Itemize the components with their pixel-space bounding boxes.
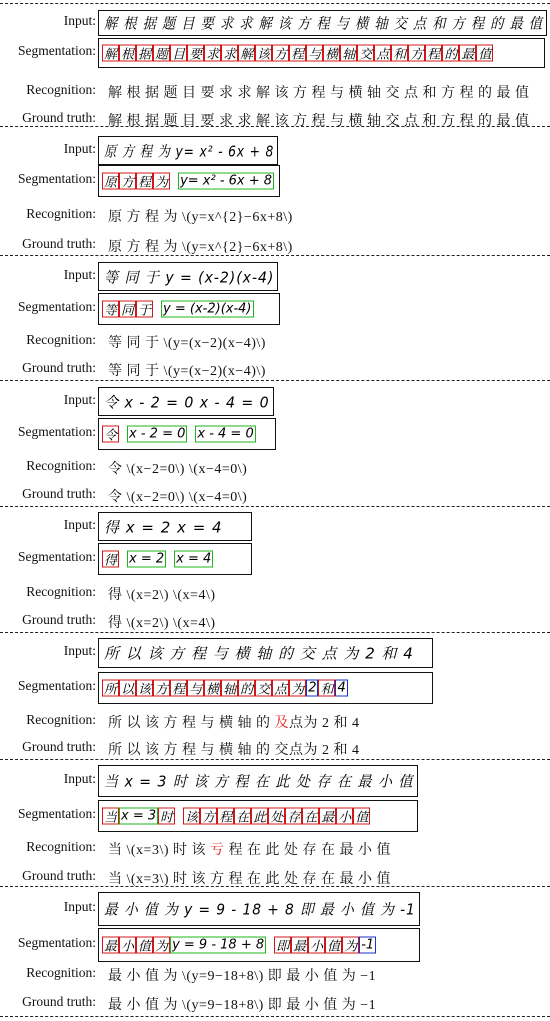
segment-box-green: y = 9 - 18 + 8 xyxy=(172,937,265,953)
section-divider xyxy=(0,1016,550,1017)
row-label: Segmentation: xyxy=(18,678,96,693)
segment-box-red: 即 xyxy=(274,937,291,954)
row-label: Recognition: xyxy=(26,965,96,980)
segment-box-red: 值 xyxy=(476,45,493,62)
segment-box-red: 方 xyxy=(200,808,217,825)
row-label: Ground truth: xyxy=(22,110,96,125)
handwritten-input: 得 x = 2 x = 4 xyxy=(104,518,223,536)
segment-box-red: 求 xyxy=(221,45,238,62)
segment-box-red: 求 xyxy=(204,45,221,62)
section-divider xyxy=(0,506,550,507)
segmentation-image-box xyxy=(98,928,420,962)
row-label: Ground truth: xyxy=(22,612,96,627)
row-label: Input: xyxy=(63,771,96,786)
recognition-segment: 当 \(x=3\) 时 该 xyxy=(108,843,210,858)
row-label: Input: xyxy=(63,266,96,282)
section-divider xyxy=(0,380,550,381)
row-label: Input: xyxy=(63,643,96,658)
recognition-text: 原 方 程 为 \(y=x^{2}−6x+8\) xyxy=(108,210,293,225)
segment-box-red: 程 xyxy=(170,680,187,697)
recognition-segment: 点为 2 和 4 xyxy=(289,716,360,731)
row-label: Segmentation: xyxy=(18,806,96,821)
row-label: Recognition: xyxy=(26,458,96,473)
ground-truth-text: 当 \(x=3\) 时 该 方 程 在 此 处 存 在 最 小 值 xyxy=(108,872,391,887)
recognition-text: 得 \(x=2\) \(x=4\) xyxy=(108,588,216,603)
row-label: Ground truth: xyxy=(22,236,96,251)
segment-box-red: 处 xyxy=(268,808,285,825)
segment-box-red: 存 xyxy=(285,808,302,825)
segment-box-red: 当 xyxy=(102,808,119,825)
input-image-box xyxy=(98,765,418,797)
segment-box-red: 点 xyxy=(374,45,391,62)
handwritten-input: 令 x - 2 = 0 x - 4 = 0 xyxy=(104,393,270,411)
segment-box-red: 点 xyxy=(272,680,289,697)
row-label: Recognition: xyxy=(26,712,96,727)
row-label: Input: xyxy=(63,516,96,532)
segment-box-red: 根 xyxy=(119,45,136,62)
segment-box-red: 题 xyxy=(153,45,170,62)
handwritten-input: 最 小 值 为 y = 9 - 18 + 8 即 最 小 值 为 -1 xyxy=(104,900,416,919)
segment-box-red: 程 xyxy=(425,45,442,62)
segment-box-red: 横 xyxy=(323,45,340,62)
segment-box-red: 值 xyxy=(136,937,153,954)
segment-box-red: 方 xyxy=(408,45,425,62)
row-label: Input: xyxy=(63,140,96,156)
segment-box-green: x = 4 xyxy=(176,551,212,567)
segment-box-red: 值 xyxy=(325,937,342,954)
segment-box-red: 为 xyxy=(153,173,170,190)
segmentation-image-box xyxy=(98,672,433,704)
segment-box-red: 方 xyxy=(153,680,170,697)
segment-box-red: 小 xyxy=(119,937,136,954)
segment-box-red: 交 xyxy=(255,680,272,697)
segment-box-red: 方 xyxy=(119,173,136,190)
segment-box-red: 与 xyxy=(187,680,204,697)
segment-box-red: 以 xyxy=(119,680,136,697)
segment-box-red: 交 xyxy=(357,45,374,62)
row-label: Segmentation: xyxy=(18,43,96,58)
segmentation-image-box xyxy=(98,38,545,68)
row-label: Segmentation: xyxy=(18,424,96,439)
row-label: Segmentation: xyxy=(18,299,96,314)
ground-truth-text: 解 根 据 题 目 要 求 求 解 该 方 程 与 横 轴 交 点 和 方 程 的 最 值 xyxy=(108,114,530,129)
segment-box-blue: 4 xyxy=(337,680,346,696)
segment-box-green: x = 3 xyxy=(121,808,157,824)
row-label: Recognition: xyxy=(26,82,96,97)
ground-truth-text: 得 \(x=2\) \(x=4\) xyxy=(108,616,216,631)
segment-box-red: 解 xyxy=(238,45,255,62)
segment-box-red: 和 xyxy=(391,45,408,62)
input-image-box xyxy=(98,10,547,36)
segment-box-red: 该 xyxy=(183,808,200,825)
segment-box-red: 与 xyxy=(306,45,323,62)
row-label: Segmentation: xyxy=(18,935,96,950)
segment-box-red: 最 xyxy=(459,45,476,62)
segment-box-red: 解 xyxy=(102,45,119,62)
segment-box-red: 横 xyxy=(204,680,221,697)
ground-truth-text: 最 小 值 为 \(y=9−18+8\) 即 最 小 值 为 −1 xyxy=(108,998,377,1013)
segmentation-image-box xyxy=(98,165,280,197)
segmentation-image-box xyxy=(98,418,276,450)
ground-truth-text: 令 \(x−2=0\) \(x−4=0\) xyxy=(108,490,248,505)
row-label: Input: xyxy=(63,13,96,28)
segment-box-red: 为 xyxy=(153,937,170,954)
segment-box-red: 于 xyxy=(136,301,153,318)
segment-box-green: x = 2 xyxy=(129,551,165,567)
row-label: Input: xyxy=(63,391,96,407)
segment-box-red: 在 xyxy=(234,808,251,825)
segmentation-image-box xyxy=(98,800,418,832)
segment-box-red: 目 xyxy=(170,45,187,62)
segment-box-red: 原 xyxy=(102,173,119,190)
handwritten-input: 原 方 程 为 y= x² - 6x + 8 xyxy=(104,142,275,160)
segment-box-red: 所 xyxy=(102,680,119,697)
handwritten-input: 所 以 该 方 程 与 横 轴 的 交 点 为 2 和 4 xyxy=(104,644,414,663)
handwritten-input: 解 根 据 题 目 要 求 求 解 该 方 程 与 横 轴 交 点 和 方 程 的 最 值 xyxy=(104,14,543,33)
recognition-text xyxy=(108,839,391,859)
segment-box-red: 为 xyxy=(289,680,306,697)
input-image-box xyxy=(98,136,278,165)
row-label: Recognition: xyxy=(26,839,96,854)
segment-box-red: 的 xyxy=(238,680,255,697)
row-label: Ground truth: xyxy=(22,739,96,754)
ground-truth-text: 所 以 该 方 程 与 横 轴 的 交点为 2 和 4 xyxy=(108,743,360,758)
recognition-segment: 所 以 该 方 程 与 横 轴 的 xyxy=(108,716,275,731)
section-divider xyxy=(0,759,550,760)
recognition-error-char: 亏 xyxy=(210,843,225,858)
segment-box-red: 该 xyxy=(136,680,153,697)
segment-box-green: y = (x-2)(x-4) xyxy=(163,301,252,317)
segment-box-red: 该 xyxy=(255,45,272,62)
recognition-error-char: 及 xyxy=(274,716,289,731)
segment-box-red: 最 xyxy=(102,937,119,954)
recognition-text: 解 根 据 题 目 要 求 求 解 该 方 程 与 横 轴 交 点 和 方 程 的 最 值 xyxy=(108,86,530,101)
segment-box-green: y= x² - 6x + 8 xyxy=(180,173,273,189)
segment-box-red: 轴 xyxy=(340,45,357,62)
segment-box-red: 程 xyxy=(289,45,306,62)
ground-truth-text: 原 方 程 为 \(y=x^{2}−6x+8\) xyxy=(108,240,293,255)
recognition-text xyxy=(108,712,360,732)
row-label: Recognition: xyxy=(26,332,96,347)
section-divider xyxy=(0,632,550,633)
segmentation-image-box xyxy=(98,543,252,575)
row-label: Segmentation: xyxy=(18,549,96,564)
input-image-box xyxy=(98,262,278,291)
row-label: Segmentation: xyxy=(18,171,96,186)
segment-box-green: x - 4 = 0 xyxy=(197,426,254,442)
segment-box-red: 最 xyxy=(291,937,308,954)
input-image-box xyxy=(98,638,433,668)
segment-box-red: 方 xyxy=(272,45,289,62)
segment-box-blue: -1 xyxy=(361,937,375,953)
row-label: Ground truth: xyxy=(22,486,96,501)
segment-box-red: 程 xyxy=(217,808,234,825)
segment-box-red: 据 xyxy=(136,45,153,62)
recognition-text: 等 同 于 \(y=(x−2)(x−4)\) xyxy=(108,336,266,351)
recognition-text: 令 \(x−2=0\) \(x−4=0\) xyxy=(108,462,248,477)
input-image-box xyxy=(98,387,274,416)
row-label: Ground truth: xyxy=(22,868,96,883)
segment-box-red: 此 xyxy=(251,808,268,825)
segment-box-red: 要 xyxy=(187,45,204,62)
segment-box-red: 小 xyxy=(336,808,353,825)
recognition-text: 最 小 值 为 \(y=9−18+8\) 即 最 小 值 为 −1 xyxy=(108,969,377,984)
segment-box-red: 时 xyxy=(158,808,175,825)
recognition-segment: 程 在 此 处 存 在 最 小 值 xyxy=(224,843,391,858)
segment-box-red: 令 xyxy=(102,426,119,443)
row-label: Recognition: xyxy=(26,206,96,221)
row-label: Input: xyxy=(63,899,96,914)
segmentation-image-box xyxy=(98,293,280,325)
segment-box-red: 小 xyxy=(308,937,325,954)
row-label: Ground truth: xyxy=(22,360,96,375)
segment-box-red: 为 xyxy=(342,937,359,954)
row-label: Recognition: xyxy=(26,584,96,599)
segment-box-red: 等 xyxy=(102,301,119,318)
segment-box-red: 值 xyxy=(353,808,370,825)
segment-box-red: 程 xyxy=(136,173,153,190)
handwritten-input: 等 同 于 y = (x-2)(x-4) xyxy=(104,268,275,286)
handwritten-input: 当 x = 3 时 该 方 程 在 此 处 存 在 最 小 值 xyxy=(104,772,414,791)
segment-box-red: 同 xyxy=(119,301,136,318)
input-image-box xyxy=(98,892,420,926)
row-label: Ground truth: xyxy=(22,994,96,1009)
segment-box-red: 最 xyxy=(319,808,336,825)
segment-box-red: 在 xyxy=(302,808,319,825)
segment-box-red: 和 xyxy=(318,680,335,697)
segment-box-green: x - 2 = 0 xyxy=(129,426,186,442)
input-image-box xyxy=(98,512,252,541)
segment-box-red: 轴 xyxy=(221,680,238,697)
ground-truth-text: 等 同 于 \(y=(x−2)(x−4)\) xyxy=(108,364,266,379)
section-divider xyxy=(0,3,550,4)
segment-box-red: 的 xyxy=(442,45,459,62)
segment-box-blue: 2 xyxy=(308,680,317,696)
segment-box-red: 得 xyxy=(102,551,119,568)
